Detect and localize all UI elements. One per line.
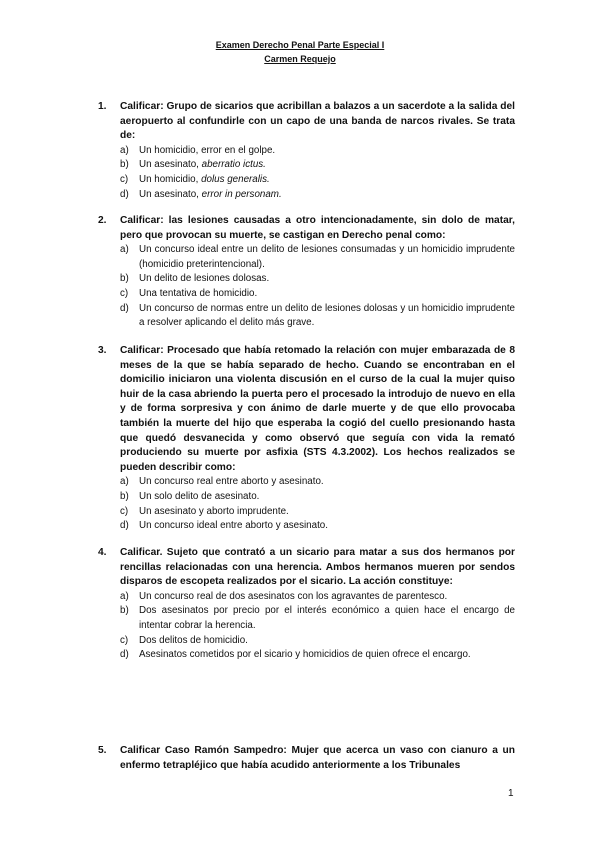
option-text-plain: Un homicidio, [139, 173, 202, 185]
option-text: Un concurso real entre aborto y asesinato. [139, 476, 324, 488]
option-d [98, 188, 515, 203]
option-a [98, 144, 515, 159]
option-text-italic: aberratio ictus. [201, 159, 266, 171]
question-1 [98, 100, 515, 202]
option-c [98, 505, 515, 520]
option-b [98, 158, 515, 173]
exam-title: Examen Derecho Penal Parte Especial I [215, 40, 385, 50]
option-text [139, 158, 515, 173]
option-text-plain: Un asesinato, [139, 188, 202, 200]
options-list [98, 144, 515, 202]
option-letter: c) [120, 173, 129, 185]
question-text: Calificar Caso Ramón Sampedro: Mujer que acerca un vaso con cianuro a un enfermo tetrapléjico que había acudido anteriormente a los Tribunales [120, 745, 515, 771]
question-number: 2. [98, 215, 107, 226]
options-list [98, 590, 515, 663]
option-letter: a) [120, 476, 129, 488]
question-3 [98, 344, 515, 534]
question-text: Calificar: Procesado que había retomado la relación con mujer embarazada de 8 meses de la que se había separado de hecho. Cuando se encontraban en el domicilio iniciaron una violenta discusión en el curso de la cual la mujer quiso huir de la casa abriendo la puerta pero el procesado la introdujo de nuevo en ella y de forma sorpresiva y con ánimo de darle muerte y de que ello provocaba también la muerte del hijo que esperaba la cogió del cuello presionando hasta que quedó desvanecida y como observó que seguía con vida la remató produciendo su muerte por asfixia (STS 4.3.2002). Los hechos realizados se pueden describir como: [120, 345, 515, 473]
option-a [98, 243, 515, 272]
option-letter: c) [120, 505, 129, 517]
option-a [98, 475, 515, 490]
options-list [98, 475, 515, 533]
page-number: 1 [508, 788, 514, 799]
option-letter: b) [120, 159, 129, 171]
option-text: Dos delitos de homicidio. [139, 634, 248, 646]
option-c [98, 287, 515, 302]
option-text [139, 188, 515, 203]
option-text: Dos asesinatos por precio por el interés económico a quien hace el encargo de intentar cobrar la herencia. [139, 605, 515, 631]
option-letter: a) [120, 590, 129, 602]
question-number: 1. [98, 101, 107, 112]
question-text: Calificar. Sujeto que contrató a un sicario para matar a sus dos hermanos por rencillas relacionadas con una herencia. Ambos hermanos mueren por sendos disparos de escopeta realizados por el sicario. La acción constituye: [120, 547, 515, 588]
option-d [98, 648, 515, 663]
options-list [98, 243, 515, 331]
question-2 [98, 214, 515, 331]
option-text: Un delito de lesiones dolosas. [139, 273, 270, 285]
option-text: Una tentativa de homicidio. [139, 287, 258, 299]
option-c [98, 173, 515, 188]
option-text [139, 144, 515, 159]
question-4 [98, 546, 515, 663]
option-text: Un solo delito de asesinato. [139, 490, 260, 502]
question-number: 4. [98, 547, 107, 558]
option-d [98, 519, 515, 534]
option-letter: b) [120, 605, 129, 617]
option-letter: d) [120, 649, 129, 661]
question-text: Calificar: Grupo de sicarios que acribillan a balazos a un sacerdote a la salida del aeropuerto al confundirle con un capo de una banda de narcos rivales. Se trata de: [120, 101, 515, 142]
option-letter: b) [120, 490, 129, 502]
option-text-italic: error in personam. [201, 188, 282, 200]
option-c [98, 634, 515, 649]
option-text: Un asesinato y aborto imprudente. [139, 505, 289, 517]
option-a [98, 590, 515, 605]
document-header [0, 38, 600, 66]
option-d [98, 302, 515, 331]
option-b [98, 490, 515, 505]
option-letter: a) [120, 144, 129, 156]
option-b [98, 604, 515, 633]
option-letter: b) [120, 273, 129, 285]
option-b [98, 272, 515, 287]
question-number: 3. [98, 345, 107, 356]
option-letter: d) [120, 302, 129, 314]
option-text: Un concurso de normas entre un delito de lesiones dolosas y un homicidio imprudente a resolver aplicando el delito más grave. [139, 302, 515, 329]
option-letter: a) [120, 244, 129, 256]
option-text [139, 173, 515, 188]
question-text: Calificar: las lesiones causadas a otro intencionadamente, sin dolo de matar, pero que provocan su muerte, se castigan en Derecho penal como: [120, 215, 515, 241]
option-text-plain: Un asesinato, [139, 159, 202, 171]
question-number: 5. [98, 745, 107, 756]
option-letter: d) [120, 520, 129, 532]
option-text-italic: dolus generalis. [201, 173, 270, 185]
option-text-plain: Un homicidio, error en el golpe. [139, 144, 276, 156]
option-text: Asesinatos cometidos por el sicario y homicidios de quien ofrece el encargo. [139, 649, 471, 661]
question-5 [98, 744, 515, 773]
option-text: Un concurso real de dos asesinatos con los agravantes de parentesco. [139, 590, 448, 602]
option-text: Un concurso ideal entre un delito de lesiones consumadas y un homicidio imprudente (homicidio preterintencional). [139, 244, 515, 270]
option-letter: c) [120, 634, 129, 646]
option-letter: c) [120, 287, 129, 299]
option-text: Un concurso ideal entre aborto y asesinato. [139, 520, 328, 532]
author-name: Carmen Requejo [264, 54, 336, 64]
option-letter: d) [120, 188, 129, 200]
